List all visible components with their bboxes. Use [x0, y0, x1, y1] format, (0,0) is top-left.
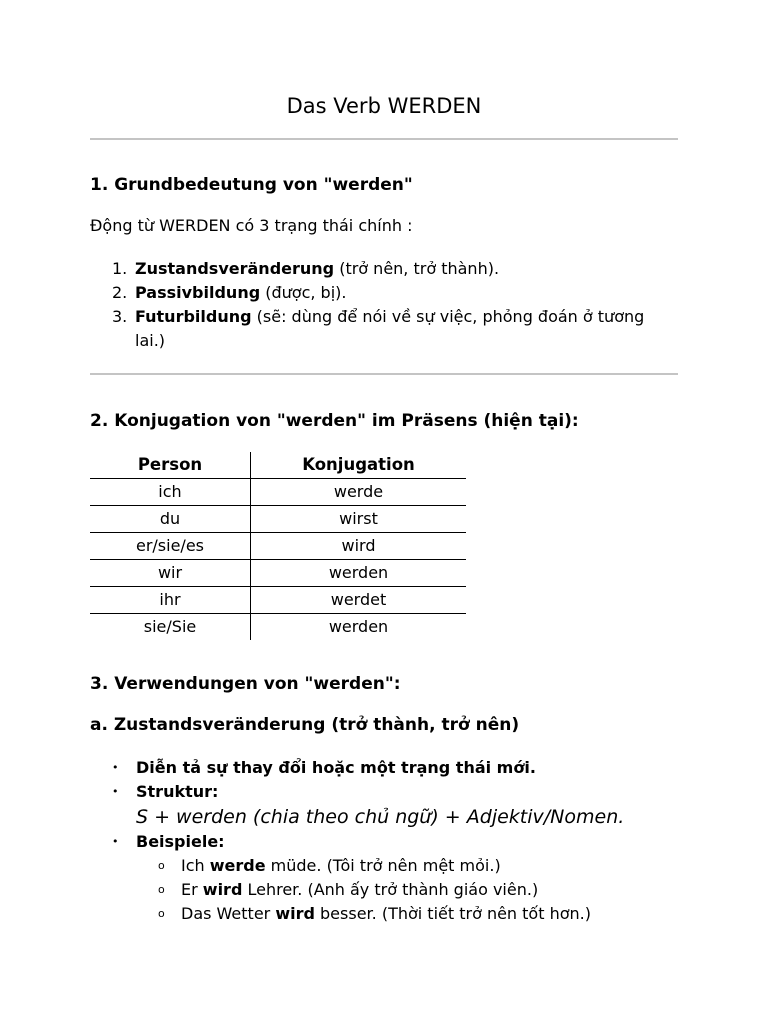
table-row — [90, 506, 466, 533]
conjugation-cell: werdet — [251, 587, 467, 614]
usage-list — [90, 756, 690, 926]
person-cell: sie/Sie — [90, 614, 251, 641]
list-item — [90, 780, 690, 804]
circle-bullet-icon: o — [158, 859, 165, 872]
list-term: Futurbildung — [135, 307, 252, 326]
person-cell: ich — [90, 479, 251, 506]
state-list — [90, 257, 660, 353]
example-text: müde. (Tôi trở nên mệt mỏi.) — [265, 856, 501, 875]
structure-formula: S + werden (chia theo chủ ngữ) + Adjektiv/Nomen. — [136, 806, 625, 828]
conjugation-cell: wird — [251, 533, 467, 560]
example-text: Das Wetter — [181, 904, 276, 923]
conjugation-cell: werden — [251, 614, 467, 641]
table-row — [90, 614, 466, 641]
bullet-text: Beispiele: — [136, 832, 225, 851]
person-cell: wir — [90, 560, 251, 587]
example-item — [90, 902, 690, 926]
conjugation-cell: werden — [251, 560, 467, 587]
person-cell: er/sie/es — [90, 533, 251, 560]
table-row — [90, 533, 466, 560]
list-term: Zustandsveränderung — [135, 259, 335, 278]
subsection-a-heading: a. Zustandsveränderung (trở thành, trở nên) — [90, 715, 520, 735]
example-item — [90, 878, 690, 902]
person-cell: ihr — [90, 587, 251, 614]
list-term: Passivbildung — [135, 283, 261, 302]
divider — [90, 373, 678, 375]
person-cell: du — [90, 506, 251, 533]
example-verb: wird — [275, 904, 315, 923]
conjugation-cell: werde — [251, 479, 467, 506]
example-verb: werde — [209, 856, 266, 875]
bullet-icon: • — [112, 761, 119, 774]
circle-bullet-icon: o — [158, 883, 165, 896]
section1-intro: Động từ WERDEN có 3 trạng thái chính : — [90, 216, 413, 235]
bullet-icon: • — [112, 785, 119, 798]
list-number: 3. — [112, 307, 128, 326]
examples-list — [90, 854, 690, 926]
bullet-icon: • — [112, 835, 119, 848]
example-text: Ich — [181, 856, 210, 875]
list-item — [90, 830, 690, 854]
example-text: Er — [181, 880, 203, 899]
list-item — [90, 281, 660, 305]
section2-heading: 2. Konjugation von "werden" im Präsens (hiện tại): — [90, 411, 579, 431]
list-number: 2. — [112, 283, 128, 302]
list-item — [90, 257, 660, 281]
page-title: Das Verb WERDEN — [286, 94, 482, 118]
bullet-text: Struktur: — [136, 782, 219, 801]
conjugation-cell: wirst — [251, 506, 467, 533]
list-desc: (sẽ: dùng để nói về sự việc, phỏng đoán ở tương lai.) — [135, 307, 645, 350]
table-row — [90, 587, 466, 614]
column-header: Person — [90, 452, 251, 479]
conjugation-table — [90, 452, 466, 640]
section1-heading: 1. Grundbedeutung von "werden" — [90, 175, 413, 195]
list-item — [90, 756, 690, 780]
list-item — [90, 305, 660, 353]
list-number: 1. — [112, 259, 128, 278]
example-verb: wird — [202, 880, 243, 899]
list-desc: (trở nên, trở thành). — [334, 259, 500, 278]
column-header: Konjugation — [302, 455, 415, 474]
circle-bullet-icon: o — [158, 907, 165, 920]
table-row — [90, 479, 466, 506]
table-row — [90, 560, 466, 587]
section3-heading: 3. Verwendungen von "werden": — [90, 674, 401, 694]
bullet-text: Diễn tả sự thay đổi hoặc một trạng thái mới. — [136, 758, 536, 777]
example-item — [90, 854, 690, 878]
list-desc: (được, bị). — [260, 283, 347, 302]
example-text: Lehrer. (Anh ấy trở thành giáo viên.) — [242, 880, 539, 899]
example-text: besser. (Thời tiết trở nên tốt hơn.) — [314, 904, 591, 923]
divider — [90, 138, 678, 140]
